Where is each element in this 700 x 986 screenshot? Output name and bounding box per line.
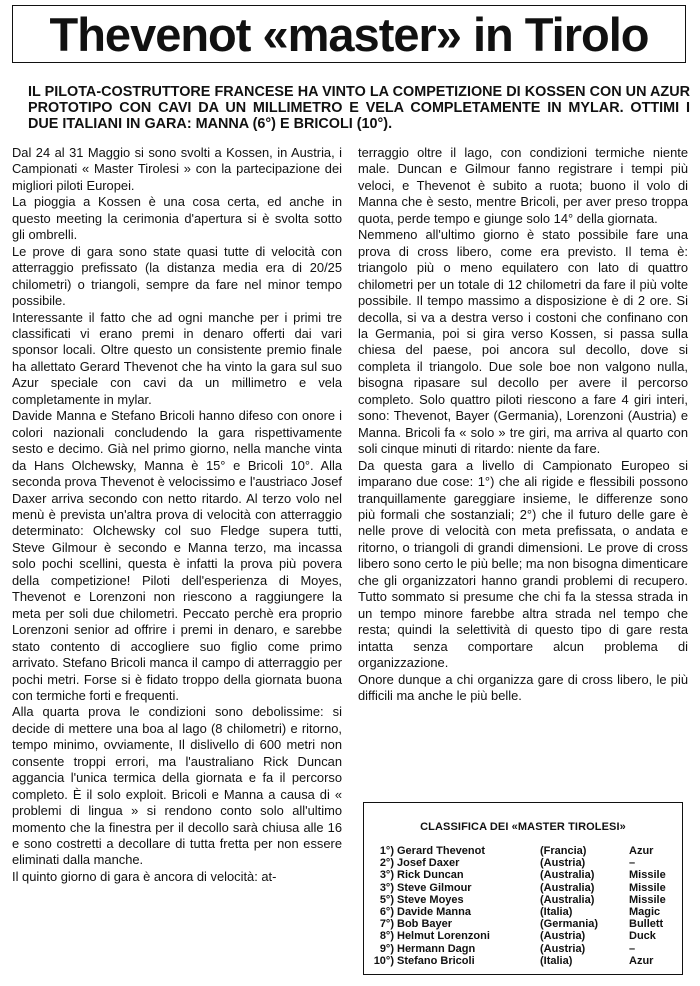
ranking-row <box>364 869 682 881</box>
ranking-row <box>364 943 682 955</box>
pilot-country: (Italia) <box>540 954 573 967</box>
glider-model: Duck <box>629 930 656 943</box>
paragraph: Interessante il fatto che ad ogni manche per i primi tre classificati vi erano premi in denaro offerti dai vari sponsor locali. Oltre questo un consistente premio finale ha allettato Gerard Thevenot che ha vinto la gara sul suo Azur speciale con cavi da un millimetro e vela completamente in mylar. <box>12 309 342 407</box>
paragraph: Onore dunque a chi organizza gare di cross libero, le più difficili ma anche le più belle. <box>358 671 688 703</box>
pilot-country: (Austria) <box>540 857 586 870</box>
ranking-row <box>364 955 682 967</box>
pilot-country: (Germania) <box>540 918 599 931</box>
pilot-name: Josef Daxer <box>397 857 460 870</box>
paragraph: La pioggia a Kossen è una cosa certa, ed anche in questo meeting la cerimonia d'apertura si è svolta sotto gli ombrelli. <box>12 194 342 243</box>
article-title: Thevenot «master» in Tirolo <box>49 7 649 61</box>
paragraph: Le prove di gara sono state quasi tutte di velocità con atterraggio prefissato (la distanza media era di 20/25 chilometri) o triangoli, sempre da fare nel minor tempo possibile. <box>12 243 342 309</box>
pilot-country: (Austria) <box>540 942 586 955</box>
paragraph: Dal 24 al 31 Maggio si sono svolti a Kossen, in Austria, i Campionati « Master Tirolesi » con la partecipazione dei migliori piloti Europei. <box>12 145 342 193</box>
glider-model: Azur <box>629 845 654 857</box>
rank-position: 3°) <box>379 869 394 882</box>
ranking-row <box>364 845 682 857</box>
glider-model: Azur <box>629 954 654 967</box>
classifica-heading: CLASSIFICA DEI «MASTER TIROLESI» <box>420 821 626 833</box>
pilot-country: (Italia) <box>540 905 573 918</box>
ranking-row <box>364 857 682 869</box>
rank-position: 8°) <box>379 930 394 943</box>
rank-position: 7°) <box>379 918 394 931</box>
rank-position: 10°) <box>373 954 394 967</box>
pilot-name: Rick Duncan <box>397 869 464 882</box>
pilot-country: (Australia) <box>540 893 595 906</box>
glider-model: Missile <box>629 893 666 906</box>
ranking-table <box>364 845 682 967</box>
right-column <box>358 145 688 704</box>
rank-position: 1°) <box>379 845 394 857</box>
pilot-name: Steve Moyes <box>397 893 464 906</box>
pilot-country: (Austria) <box>540 930 586 943</box>
paragraph: Alla quarta prova le condizioni sono debolissime: si decide di mettere una boa al lago (8 chilometri) e ritorno, tempo minimo, ovviamente, Il dislivello di 600 metri non consente troppi errori, ma l'australiano Rick Duncan aggancia l'unica termica della giornata e fa il percorso completo. È il solo exploit. Bricoli e Manna a causa di « problemi di lingua » si rendono conto solo all'ultimo momento che la finestra per il decollo sarà chiusa alle 16 e sono costretti a decollare di tutta fretta per non essere eliminati dalla manche. <box>12 704 342 868</box>
glider-model: Missile <box>629 881 666 894</box>
paragraph: terraggio oltre il lago, con condizioni termiche niente male. Duncan e Gilmour fanno registrare i tempi più veloci, e Thevenot è subito a ruota; buono il volo di Manna che è sesto, mentre Bricoli, per aver preso troppa quota, perde tempo e giunge solo 14° della giornata. <box>358 145 688 226</box>
ranking-row <box>364 894 682 906</box>
ranking-row <box>364 882 682 894</box>
pilot-country: (Australia) <box>540 881 595 894</box>
paragraph: Da questa gara a livello di Campionato Europeo si imparano due cose: 1°) che ali rigide e flessibili possono tranquillamente gareggiare insieme, le differenze sono più formali che sostanziali; 2°) che il futuro delle gare è nelle prove di velocità con meta prefissata, o andata e ritorno, o triangoli di grandi dimensioni. Le prove di cross libero sono certo le più belle; ma non bisogna dimenticare che gli organizzatori hanno grandi problemi di recupero. Tutto sommato si presume che chi fa la stessa strada in un tempo minore farebbe altra strada nel tempo che resta; quindi la selettività di questo tipo di gare resta intatta senza comportare alcun problema di organizzazione. <box>358 457 688 671</box>
pilot-country: (Francia) <box>540 845 587 857</box>
rank-position: 3°) <box>379 881 394 894</box>
ranking-row <box>364 906 682 918</box>
ranking-row <box>364 930 682 942</box>
classifica-box <box>363 802 683 975</box>
pilot-name: Hermann Dagn <box>397 942 476 955</box>
glider-model: – <box>629 942 636 955</box>
glider-model: Magic <box>629 905 661 918</box>
glider-model: Bullett <box>629 918 664 931</box>
pilot-country: (Australia) <box>540 869 595 882</box>
pilot-name: Davide Manna <box>397 905 471 918</box>
paragraph: Nemmeno all'ultimo giorno è stato possibile fare una prova di cross libero, come era previsto. Il tema è: triangolo più o meno equilatero con lato di quattro chilometri per un totale di 12 chilometri da fare il più volte possibile. Il tempo massimo a disposizione è di 2 ore. Si decolla, si va a destra verso i costoni che confinano con la Germania, poi si gira verso Kossen, si passa sulla chiesa del paese, poi ancora sul decollo, dove si completa il triangolo. Due sole boe non valgono nulla, bisogna ripasare sul decollo per avere il percorso completo. Solo quattro piloti riescono a fare 4 giri interi, sono: Thevenot, Bayer (Germania), Lorenzoni (Austria) e Manna. Bricoli fa « solo » tre giri, ma arriva al quarto con soli cinque minuti di ritardo: niente da fare. <box>358 227 688 457</box>
rank-position: 6°) <box>379 905 394 918</box>
ranking-row <box>364 918 682 930</box>
pilot-name: Stefano Bricoli <box>397 954 475 967</box>
rank-position: 9°) <box>379 942 394 955</box>
rank-position: 5°) <box>379 893 394 906</box>
glider-model: – <box>629 857 636 870</box>
paragraph: Il quinto giorno di gara è ancora di velocità: at- <box>12 868 277 884</box>
article-subtitle: IL PILOTA-COSTRUTTORE FRANCESE HA VINTO LA COMPETIZIONE DI KOSSEN CON UN AZUR PROTOTIPO CON CAVI DA UN MILLIMETRO E VELA COMPLETAMENTE IN MYLAR. OTTIMI I DUE ITALIANI IN GARA: MANNA (6°) E BRICOLI (10°). <box>28 84 690 132</box>
rank-position: 2°) <box>379 857 394 870</box>
glider-model: Missile <box>629 869 666 882</box>
left-column <box>12 145 342 885</box>
pilot-name: Helmut Lorenzoni <box>397 930 490 943</box>
paragraph: Davide Manna e Stefano Bricoli hanno difeso con onore i colori nazionali concludendo la gara rispettivamente sesto e decimo. Già nel primo giorno, nella manche vinta da Hans Olchewsky, Manna è 15° e Bricoli 10°. Alla seconda prova Thevenot è velocissimo e l'austriaco Josef Daxer arriva secondo con netto ritardo. Al terzo volo nel menù è prevista un'altra prova di velocità con atterraggio determinato: Olchewsky col suo Fledge supera tutti, Steve Gilmour è secondo e Manna terzo, ma incassa solo pochi scellini, questa è infatti la prova più povera della competizione! Piloti dell'esperienza di Moyes, Thevenot e Lorenzoni non riescono a raggiungere la meta per soli due chilometri. Peccato perchè era proprio Lorenzoni senior ad offrire i premi in denaro, e sarebbe stato contento di accogliere suo figlio come primo arrivato. Stefano Bricoli manca il campo di atterraggio per pochi metri. Forse si è fidato troppo della giornata buona con termiche forti e frequenti. <box>12 408 342 703</box>
pilot-name: Steve Gilmour <box>397 881 472 894</box>
title-box <box>12 5 686 63</box>
pilot-name: Gerard Thevenot <box>397 845 486 857</box>
pilot-name: Bob Bayer <box>397 918 453 931</box>
